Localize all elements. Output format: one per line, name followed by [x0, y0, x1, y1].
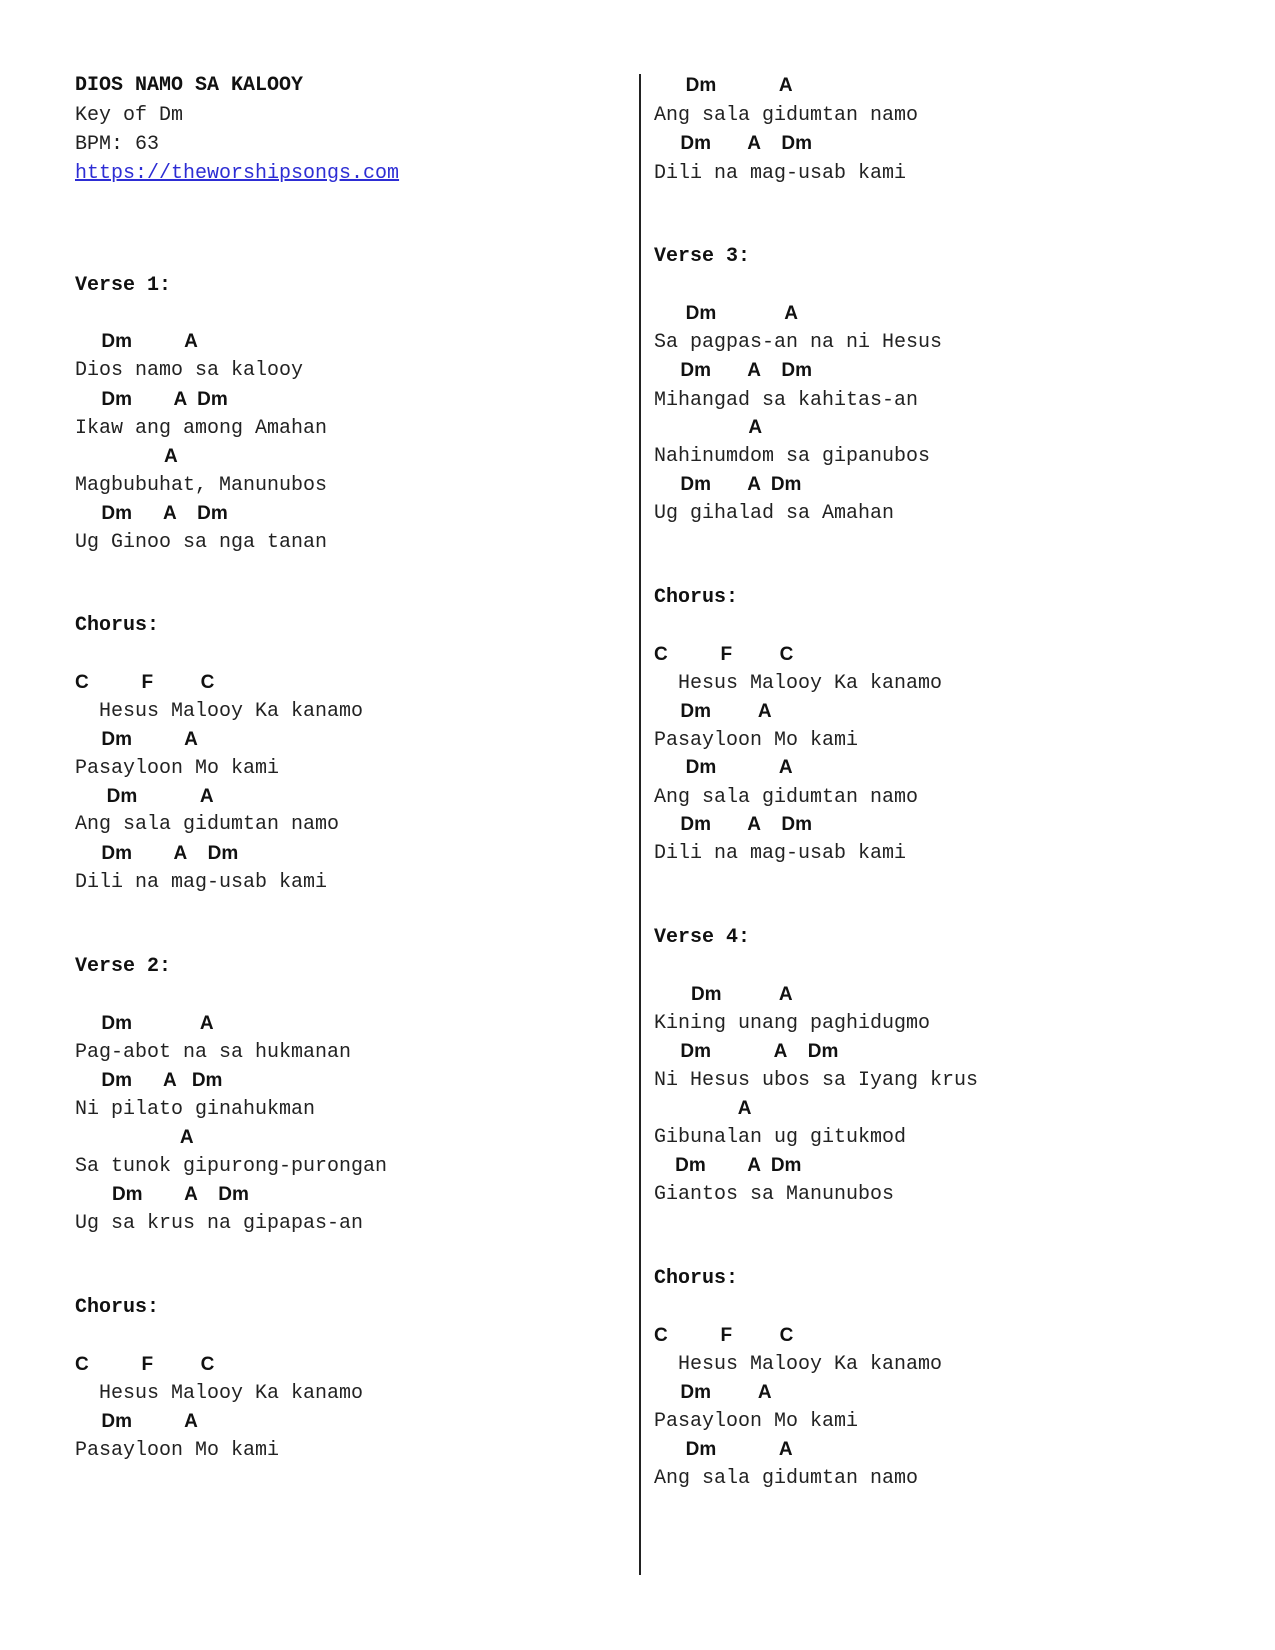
lyric-line: Gibunalan ug gitukmod — [654, 1126, 907, 1149]
section-heading: Chorus: — [654, 586, 739, 609]
lyric-line: Sa tunok gipurong-purongan — [75, 1155, 388, 1178]
lyric-line: Pasayloon Mo kami — [654, 729, 859, 752]
lyric-line: Pag-abot na sa hukmanan — [75, 1041, 352, 1064]
section-heading: Verse 1: — [75, 274, 172, 297]
lyric-line: Ang sala gidumtan namo — [654, 786, 919, 809]
chord-line: Dm A Dm — [654, 133, 813, 154]
chord-line: A — [75, 1127, 194, 1148]
lyric-line: Hesus Malooy Ka kanamo — [654, 672, 943, 695]
chord-line: A — [654, 417, 763, 438]
lyric-line: Dili na mag-usab kami — [654, 842, 907, 865]
chord-line: C F C — [75, 1354, 215, 1375]
chord-line: A — [75, 446, 178, 467]
lyric-line: Sa pagpas-an na ni Hesus — [654, 331, 943, 354]
lyric-line: Ni Hesus ubos sa Iyang krus — [654, 1069, 979, 1092]
column-divider — [639, 74, 641, 1575]
chord-line: Dm A Dm — [75, 843, 239, 864]
lyric-line: Giantos sa Manunubos — [654, 1183, 895, 1206]
section-heading: Chorus: — [75, 1296, 160, 1319]
song-bpm: BPM: 63 — [75, 133, 160, 156]
chord-line: Dm A Dm — [75, 1184, 249, 1205]
chord-line: Dm A — [654, 1382, 772, 1403]
chord-line: Dm A Dm — [75, 503, 228, 524]
chord-line: Dm A — [75, 331, 198, 352]
lyric-line: Ni pilato ginahukman — [75, 1098, 316, 1121]
chord-line: Dm A — [654, 75, 793, 96]
lyric-line: Pasayloon Mo kami — [654, 1410, 859, 1433]
chord-line: Dm A — [75, 786, 214, 807]
section-heading: Verse 4: — [654, 926, 751, 949]
song-title: DIOS NAMO SA KALOOY — [75, 74, 304, 97]
chord-line: Dm A — [654, 303, 798, 324]
chord-line: Dm A Dm — [654, 360, 813, 381]
lyric-line: Hesus Malooy Ka kanamo — [75, 1382, 364, 1405]
chord-line: Dm A — [75, 1411, 198, 1432]
chord-line: Dm A — [654, 757, 793, 778]
chord-line: A — [654, 1098, 752, 1119]
lyric-line: Magbubuhat, Manunubos — [75, 474, 328, 497]
lyric-line: Ang sala gidumtan namo — [75, 813, 340, 836]
lyric-line: Hesus Malooy Ka kanamo — [654, 1353, 943, 1376]
lyric-line: Dios namo sa kalooy — [75, 359, 304, 382]
song-key: Key of Dm — [75, 104, 184, 127]
section-heading: Chorus: — [654, 1267, 739, 1290]
lyric-line: Mihangad sa kahitas-an — [654, 389, 919, 412]
chord-line: Dm A — [654, 1439, 793, 1460]
section-heading: Chorus: — [75, 614, 160, 637]
lyric-line: Ug sa krus na gipapas-an — [75, 1212, 364, 1235]
chord-line: Dm A Dm — [75, 389, 228, 410]
chord-line: C F C — [75, 672, 215, 693]
chord-line: Dm A Dm — [654, 1155, 802, 1176]
lyric-line: Pasayloon Mo kami — [75, 757, 280, 780]
lyric-line: Hesus Malooy Ka kanamo — [75, 700, 364, 723]
lyric-line: Ug gihalad sa Amahan — [654, 502, 895, 525]
lyric-line: Ug Ginoo sa nga tanan — [75, 531, 328, 554]
chord-line: Dm A — [75, 729, 198, 750]
lyric-line: Dili na mag-usab kami — [75, 871, 328, 894]
chord-line: Dm A — [654, 701, 772, 722]
section-heading: Verse 2: — [75, 955, 172, 978]
chord-line: Dm A — [654, 984, 793, 1005]
section-heading: Verse 3: — [654, 245, 751, 268]
chord-line: C F C — [654, 644, 794, 665]
chord-line: Dm A Dm — [654, 1041, 839, 1062]
lyric-line: Pasayloon Mo kami — [75, 1439, 280, 1462]
chord-line: Dm A Dm — [654, 474, 802, 495]
chord-line: Dm A — [75, 1013, 214, 1034]
lyric-line: Nahinumdom sa gipanubos — [654, 445, 931, 468]
lyric-line: Kining unang paghidugmo — [654, 1012, 931, 1035]
chord-line: Dm A Dm — [75, 1070, 223, 1091]
lyric-line: Ang sala gidumtan namo — [654, 1467, 919, 1490]
lyric-line: Dili na mag-usab kami — [654, 162, 907, 185]
source-link-row — [75, 162, 399, 186]
source-link[interactable]: https://theworshipsongs.com — [75, 162, 400, 185]
lyric-line: Ikaw ang among Amahan — [75, 417, 328, 440]
chord-line: Dm A Dm — [654, 814, 813, 835]
lyric-line: Ang sala gidumtan namo — [654, 104, 919, 127]
chord-line: C F C — [654, 1325, 794, 1346]
